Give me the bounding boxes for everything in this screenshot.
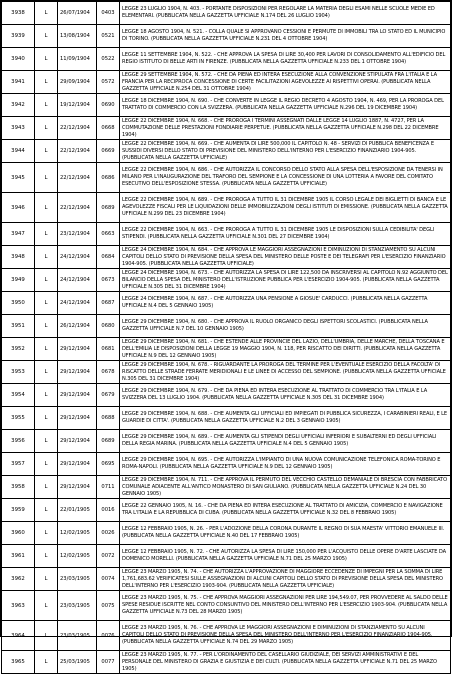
row-type: L	[35, 453, 58, 476]
row-date: 22/12/1904	[58, 140, 97, 163]
row-description: LEGGE 29 DICEMBRE 1904, N. 678. - RIGUARDANTE LA PROROGA DEL TERMINE PER L'EVENTUALE ESERCIZIO DELLA FACOLTA' DI RISCATTO DELLE STRADE FERRATE MERIDIONALI E LE LINEE DI ACCESSO DEL SEMPIONE. (PUBBLICATA NELLA GAZZETTA UFFICIALE N.305 DEL 31 DICEMBRE 1904)	[120, 361, 451, 384]
row-date: 24/12/1904	[58, 269, 97, 292]
row-description: LEGGE 23 MARZO 1905, N. 77. - PER L'ORDINAMENTO DEL CASELLARIO GIUDIZIALE, DEI SERVIZI AMMINISTRATIVI E DEL PERSONALE DEL MINISTERO DI GRAZIA E GIUSTIZIA E DEI CULTI. (PUBBLICATA NELLA GAZZETTA UFFICIALE N.71 DEL 25 MARZO 1905)	[120, 651, 451, 674]
row-code: 0072	[97, 545, 120, 568]
row-number: 3950	[2, 292, 35, 315]
row-code: 0668	[97, 117, 120, 140]
row-date: 19/12/1904	[58, 94, 97, 117]
row-date: 26/12/1904	[58, 315, 97, 338]
row-code: 0690	[97, 94, 120, 117]
row-number: 3963	[2, 591, 35, 621]
row-type: L	[35, 315, 58, 338]
row-type: L	[35, 2, 58, 25]
legislation-register-table	[1, 1, 451, 674]
table-row	[2, 163, 451, 193]
row-code: 0689	[97, 193, 120, 223]
row-type: L	[35, 476, 58, 499]
row-code: 0522	[97, 48, 120, 71]
row-date: 22/12/1904	[58, 193, 97, 223]
row-number: 3944	[2, 140, 35, 163]
row-code: 0074	[97, 568, 120, 591]
row-description: LEGGE 23 MARZO 1905, N. 76. - CHE APPROVA LE MAGGIORI ASSEGNAZIONI E DIMINUZIONI DI STANZIAMENTO SU ALCUNI CAPITOLI DELLO STATO DI PREVISIONE DELLA SPESA DEL MINISTERO DELL'INTERNO PER L'ESERCIZIO FINANZIARIO 1904-905. (PUBBLICATA NELLA GAZZETTA UFFICIALE N.74 DEL 29 MARZO 1905)	[120, 621, 451, 651]
table-row	[2, 407, 451, 430]
row-date: 29/12/1904	[58, 338, 97, 361]
table-row	[2, 522, 451, 545]
row-number: 3940	[2, 48, 35, 71]
row-date: 29/12/1904	[58, 430, 97, 453]
row-date: 23/03/1905	[58, 568, 97, 591]
table-body	[2, 2, 451, 674]
row-number: 3948	[2, 246, 35, 269]
row-number: 3965	[2, 651, 35, 674]
table-row	[2, 621, 451, 651]
row-description: LEGGE 23 LUGLIO 1904, N. 403. - PORTANTE DISPOSIZIONI PER REGOLARE LA MATERIA DEGLI ESAMI NELLE SCUOLE MEDIE ED ELEMENTARI. (PUBBLICATA NELLA GAZZETTA UFFICIALE N.174 DEL 26 LUGLIO 1904)	[120, 2, 451, 25]
row-type: L	[35, 94, 58, 117]
table-row	[2, 315, 451, 338]
row-date: 23/12/1904	[58, 223, 97, 246]
table-row	[2, 71, 451, 94]
row-description: LEGGE 22 DICEMBRE 1904, N. 689. - CHE PROROGA A TUTTO IL 31 DICEMBRE 1905 IL CORSO LEGALE DEI BIGLIETTI DI BANCA E LE AGEVOLEZZE FISCALI PER LE LIQUIDAZIONI DELLE IMMOBILIZZAZIONI DEGLI ISTITUTI DI EMISSIONE. (PUBBLICATA NELLA GAZZETTA UFFICIALE N.299 DEL 23 DICEMBRE 1904)	[120, 193, 451, 223]
row-code: 0711	[97, 476, 120, 499]
row-description: LEGGE 22 DICEMBRE 1904, N. 663. - CHE PROROGA A TUTTO IL 31 DICEMBRE 1905 LE DISPOSIZIONI SULLA CEDIBILITA' DEGLI STIPENDI. (PUBBLICATA NELLA GAZZETTA UFFICIALE N.301 DEL 27 DICEMBRE 1904)	[120, 223, 451, 246]
row-date: 25/03/1905	[58, 651, 97, 674]
row-description: LEGGE 22 DICEMBRE 1904, N. 669. - CHE AUMENTA DI LIRE 500,000 IL CAPITOLO N. 48 - SERVIZI DI PUBBLICA BENEFICENZA E SUSSIDI DIVERSI DELLO STATO DI PREVISIONE DEL MINISTERO DELL'INTERNO PER L'ESERCIZIO FINANZIARIO 1904-905. (PUBBLICATA NELLA GAZZETTA UFFICIALE)	[120, 140, 451, 163]
row-description: LEGGE 18 AGOSTO 1904, N. 521. - COLLA QUALE SI APPROVANO CESSIONI E PERMUTE DI IMMOBILI TRA LO STATO ED IL MUNICIPIO DI TORINO. (PUBBLICATA NELLA GAZZETTA UFFICIALE N.231 DEL 4 OTTOBRE 1904)	[120, 25, 451, 48]
row-date: 11/09/1904	[58, 48, 97, 71]
row-description: LEGGE 12 FEBBRAIO 1905, N. 72. - CHE AUTORIZZA LA SPESA DI LIRE 150,000 PER L'ACQUISTO DELLE OPERE D'ARTE LASCIATE DA DOMENICO MORELLI. (PUBBLICATA NELLA GAZZETTA UFFICIALE N.71 DEL 25 MARZO 1905)	[120, 545, 451, 568]
row-number: 3939	[2, 25, 35, 48]
row-description: LEGGE 18 DICEMBRE 1904, N. 690. - CHE CONVERTE IN LEGGE IL REGIO DECRETO 4 AGOSTO 1904, N. 469, PER LA PROROGA DEL TRATTATO DI COMMERCIO CON LA SVIZZERA. (PUBBLICATA NELLA GAZZETTA UFFICIALE N.296 DEL 19 DICEMBRE 1904)	[120, 94, 451, 117]
row-number: 3964	[2, 621, 35, 651]
row-number: 3952	[2, 338, 35, 361]
row-code: 0686	[97, 163, 120, 193]
row-number: 3958	[2, 476, 35, 499]
row-code: 0679	[97, 384, 120, 407]
row-type: L	[35, 361, 58, 384]
row-number: 3947	[2, 223, 35, 246]
table-row	[2, 430, 451, 453]
row-code: 0678	[97, 361, 120, 384]
row-description: LEGGE 29 DICEMBRE 1904, N. 679. - CHE DA PIENA ED INTERA ESECUZIONE AL TRATTATO DI COMMERCIO TRA L'ITALIA E LA SVIZZERA DEL 13 LUGLIO 1904. (PUBBLICATA NELLA GAZZETTA UFFICIALE N.305 DEL 31 DICEMBRE 1904)	[120, 384, 451, 407]
row-type: L	[35, 407, 58, 430]
row-code: 0684	[97, 246, 120, 269]
table-row	[2, 384, 451, 407]
row-number: 3943	[2, 117, 35, 140]
row-type: L	[35, 499, 58, 522]
row-number: 3945	[2, 163, 35, 193]
row-code: 0075	[97, 591, 120, 621]
row-description: LEGGE 29 DICEMBRE 1904, N. 711. - CHE APPROVA IL PERMUTO DEL VECCHIO CASTELLO DEMANIALE DI BRESCIA CON FABBRICATO COMUNALE ADIACENTE ALL'ANTICO MONASTERO DI SAN GIULIANO. (PUBBLICATA NELLA GAZZETTA UFFICIALE N.24 DEL 30 GENNAIO 1905)	[120, 476, 451, 499]
table-row	[2, 246, 451, 269]
row-code: 0521	[97, 25, 120, 48]
row-date: 24/12/1904	[58, 292, 97, 315]
table-row	[2, 223, 451, 246]
row-type: L	[35, 522, 58, 545]
table-row	[2, 94, 451, 117]
row-type: L	[35, 430, 58, 453]
table-row	[2, 2, 451, 25]
row-description: LEGGE 23 MARZO 1905, N. 75. - CHE APPROVA MAGGIORI ASSEGNAZIONI PER LIRE 194,549.07, PER PROVVEDERE AL SALDO DELLE SPESE RESIDUE ISCRITTE NEL CONTO CONSUNTIVO DEL MINISTERO DELL'INTERNO PER L'ESERCIZIO 1903-904. (PUBBLICATA NELLA GAZZETTA UFFICIALE N.73 DEL 28 MARZO 1905)	[120, 591, 451, 621]
row-number: 3941	[2, 71, 35, 94]
row-number: 3960	[2, 522, 35, 545]
row-number: 3953	[2, 361, 35, 384]
row-description: LEGGE 22 GENNAIO 1905, N. 16. - CHE DA PIENA ED INTERA ESECUZIONE AL TRATTATO DI AMICIZIA, COMMERCIO E NAVIGAZIONE TRA L'ITALIA E LA REPUBBLICA DI CUBA. (PUBBLICATA NELLA GAZZETTA UFFICIALE N.32 DEL 8 FEBBRAIO 1905)	[120, 499, 451, 522]
row-date: 23/03/1905	[58, 621, 97, 651]
table-row	[2, 292, 451, 315]
row-date: 13/08/1904	[58, 25, 97, 48]
table-row	[2, 48, 451, 71]
row-description: LEGGE 22 DICEMBRE 1904, N. 686. - CHE AUTORIZZA IL CONCORSO DELLO STATO ALLA SPESA DELL'ESPOSIZIONE DA TENERSI IN MILANO PER L'INAUGURAZIONE DEL TRAFORO DEL SEMPIONE E LA CONCESSIONE DI UNA LOTTERIA A FAVORE DEL COMITATO ESECUTIVO DELL'ESPOSIZIONE STESSA. (PUBBLICATA NELLA GAZZETTA UFFICIALE)	[120, 163, 451, 193]
row-type: L	[35, 163, 58, 193]
row-description: LEGGE 29 DICEMBRE 1904, N. 688. - CHE AUMENTA GLI UFFICIALI ED IMPIEGATI DI PUBBLICA SICUREZZA, I CARABINIERI REALI, E LE GUARDIE DI CITTA'. (PUBBLICATA NELLA GAZZETTA UFFICIALE N.2 DEL 3 GENNAIO 1905)	[120, 407, 451, 430]
row-code: 0681	[97, 338, 120, 361]
row-description: LEGGE 29 DICEMBRE 1904, N. 689. - CHE AUMENTA GLI STIPENDI DEGLI UFFICIALI INFERIORI E SUBALTERNI ED DEGLI UFFICIALI DELLA REGIA MARINA. (PUBBLICATA NELLA GAZZETTA UFFICIALE N.4 DEL 5 GENNAIO 1905)	[120, 430, 451, 453]
row-date: 29/12/1904	[58, 384, 97, 407]
row-code: 0076	[97, 621, 120, 651]
row-description: LEGGE 29 DICEMBRE 1904, N. 681. - CHE ESTENDE ALLE PROVINCIE DEL LAZIO, DELL'UMBRIA, DELLE MARCHE, DELLA TOSCANA E DELL'EMILIA LE DISPOSIZIONI DELLA LEGGE 19 MAGGIO 1904, N. 118, PER RISCATTO DEI DIRITTI. (PUBBLICATA NELLA GAZZETTA UFFICIALE N.9 DEL 12 GENNAIO 1905)	[120, 338, 451, 361]
row-code: 0572	[97, 71, 120, 94]
table-row	[2, 193, 451, 223]
row-description: LEGGE 22 DICEMBRE 1904, N. 668. - CHE PROROGA I TERMINI ASSEGNATI DALLE LEGGE 14 LUGLIO 1887, N. 4727, PER LA COMMUTAZIONE DELLE PRESTAZIONI FONDIARIE PERPETUE. (PUBBLICATA NELLA GAZZETTA UFFICIALE N.298 DEL 22 DICEMBRE 1904)	[120, 117, 451, 140]
row-type: L	[35, 338, 58, 361]
row-number: 3961	[2, 545, 35, 568]
row-type: L	[35, 651, 58, 674]
row-date: 22/01/1905	[58, 499, 97, 522]
table-row	[2, 453, 451, 476]
row-description: LEGGE 24 DICEMBRE 1904, N. 684. - CHE APPROVA LE MAGGIORI ASSEGNAZIONI E DIMINUZIONI DI STANZIAMENTO SU ALCUNI CAPITOLI DELLO STATO DI PREVISIONE DELLA SPESA DEL MINISTERO DELLE POSTE E DEI TELEGRAFI PER L'ESERCIZIO FINANZIARIO 1904-905. (PUBBLICATA NELLA GAZZETTA UFFICIALE)	[120, 246, 451, 269]
row-type: L	[35, 269, 58, 292]
row-code: 0026	[97, 522, 120, 545]
row-date: 23/03/1905	[58, 591, 97, 621]
row-date: 22/12/1904	[58, 163, 97, 193]
table-row	[2, 651, 451, 674]
row-type: L	[35, 292, 58, 315]
row-description: LEGGE 29 DICEMBRE 1904, N. 695. - CHE AUTORIZZA L'IMPIANTO DI UNA NUOVA COMUNICAZIONE TELEFONICA ROMA-TORINO E ROMA-NAPOLI. (PUBBLICATA NELLA GAZZETTA UFFICIALE N.9 DEL 12 GENNAIO 1905)	[120, 453, 451, 476]
table-row	[2, 117, 451, 140]
table-row	[2, 338, 451, 361]
row-type: L	[35, 223, 58, 246]
row-number: 3955	[2, 407, 35, 430]
table-row	[2, 499, 451, 522]
row-number: 3938	[2, 2, 35, 25]
table-row	[2, 140, 451, 163]
row-type: L	[35, 621, 58, 651]
row-number: 3956	[2, 430, 35, 453]
table-row	[2, 591, 451, 621]
row-type: L	[35, 193, 58, 223]
row-number: 3946	[2, 193, 35, 223]
row-date: 29/12/1904	[58, 453, 97, 476]
row-date: 24/12/1904	[58, 246, 97, 269]
row-code: 0673	[97, 269, 120, 292]
row-number: 3957	[2, 453, 35, 476]
row-type: L	[35, 591, 58, 621]
row-date: 12/02/1905	[58, 522, 97, 545]
row-type: L	[35, 25, 58, 48]
row-code: 0077	[97, 651, 120, 674]
row-code: 0687	[97, 292, 120, 315]
row-number: 3949	[2, 269, 35, 292]
row-description: LEGGE 11 SETTEMBRE 1904, N. 522. - CHE APPROVA LA SPESA DI LIRE 30,400 PER LAVORI DI CONSOLIDAMENTO ALL'EDIFICIO DEL REGIO ISTITUTO DI BELLE ARTI IN FIRENZE. (PUBBLICATA NELLA GAZZETTA UFFICIALE N.233 DEL 1 OTTOBRE 1904)	[120, 48, 451, 71]
row-type: L	[35, 246, 58, 269]
row-date: 29/12/1904	[58, 407, 97, 430]
row-type: L	[35, 71, 58, 94]
row-number: 3951	[2, 315, 35, 338]
row-code: 0689	[97, 430, 120, 453]
row-number: 3942	[2, 94, 35, 117]
row-type: L	[35, 545, 58, 568]
row-date: 29/09/1904	[58, 71, 97, 94]
row-number: 3962	[2, 568, 35, 591]
row-code: 0016	[97, 499, 120, 522]
row-type: L	[35, 384, 58, 407]
row-code: 0695	[97, 453, 120, 476]
table-row	[2, 568, 451, 591]
table-row	[2, 361, 451, 384]
row-date: 29/12/1904	[58, 361, 97, 384]
row-date: 29/12/1904	[58, 476, 97, 499]
row-code: 0669	[97, 140, 120, 163]
row-description: LEGGE 23 MARZO 1905, N. 74. - CHE AUTORIZZA L'APPROVAZIONE DI MAGGIORE ECCEDENZE DI IMPEGNI PER LA SOMMA DI LIRE 1,761,683.62 VERIFICATESI SULLE ASSEGNAZIONI DI ALCUNI CAPITOLI DELLO STATO DI PREVISIONE DELLA SPESA DEL MINISTERO DELL'INTERNO PER L'ESERCIZIO 1903-904. (PUBBLICATA NELLA GAZZETTA UFFICIALE)	[120, 568, 451, 591]
row-code: 0688	[97, 407, 120, 430]
table-row	[2, 269, 451, 292]
row-type: L	[35, 117, 58, 140]
row-code: 0680	[97, 315, 120, 338]
row-date: 22/12/1904	[58, 117, 97, 140]
row-type: L	[35, 140, 58, 163]
row-description: LEGGE 24 DICEMBRE 1904, N. 673. - CHE AUTORIZZA LA SPESA DI LIRE 122,500 DA INSCRIVERSI AL CAPITOLO N.92 AGGIUNTO DEL BILANCIO DELLA SPESA DEL MINISTERO DELL'ISTRUZIONE PUBBLICA PER L'ESERCIZIO 1904-905. (PUBBLICATA NELLA GAZZETTA UFFICIALE N.305 DEL 31 DICEMBRE 1904)	[120, 269, 451, 292]
row-description: LEGGE 24 DICEMBRE 1904, N. 687. - CHE AUTORIZZA UNA PENSIONE A GIOSUE' CARDUCCI. (PUBBLICATA NELLA GAZZETTA UFFICIALE N.4 DEL 5 GENNAIO 1905)	[120, 292, 451, 315]
row-description: LEGGE 29 SETTEMBRE 1904, N. 572. - CHE DA PIENA ED INTERA ESECUZIONE ALLA CONVENZIONE STIPULATA FRA L'ITALIA E LA FRANCIA PER LA RECIPROCA CONCESSIONE DI CERTE FACILITAZIONI AGEVOLEZZE AI RISPETTIVI OPERAI. (PUBBLICATA NELLA GAZZETTA UFFICIALE N.254 DEL 31 OTTOBRE 1904)	[120, 71, 451, 94]
row-date: 12/02/1905	[58, 545, 97, 568]
row-date: 26/07/1904	[58, 2, 97, 25]
row-code: 0403	[97, 2, 120, 25]
row-type: L	[35, 568, 58, 591]
table-row	[2, 25, 451, 48]
row-description: LEGGE 29 DICEMBRE 1904, N. 680. - CHE APPROVA IL RUOLO ORGANICO DEGLI ISPETTORI SCOLASTICI. (PUBBLICATA NELLA GAZZETTA UFFICIALE N.7 DEL 10 GENNAIO 1905)	[120, 315, 451, 338]
row-code: 0663	[97, 223, 120, 246]
row-number: 3954	[2, 384, 35, 407]
table-row	[2, 545, 451, 568]
table-row	[2, 476, 451, 499]
row-number: 3959	[2, 499, 35, 522]
row-description: LEGGE 12 FEBBRAIO 1905, N. 26. - PER L'ADOZIONE DELLA CORONA DURANTE IL REGNO DI SUA MAESTA' VITTORIO EMANUELE III. (PUBBLICATA NELLA GAZZETTA UFFICIALE N.40 DEL 17 FEBBRAIO 1905)	[120, 522, 451, 545]
row-type: L	[35, 48, 58, 71]
